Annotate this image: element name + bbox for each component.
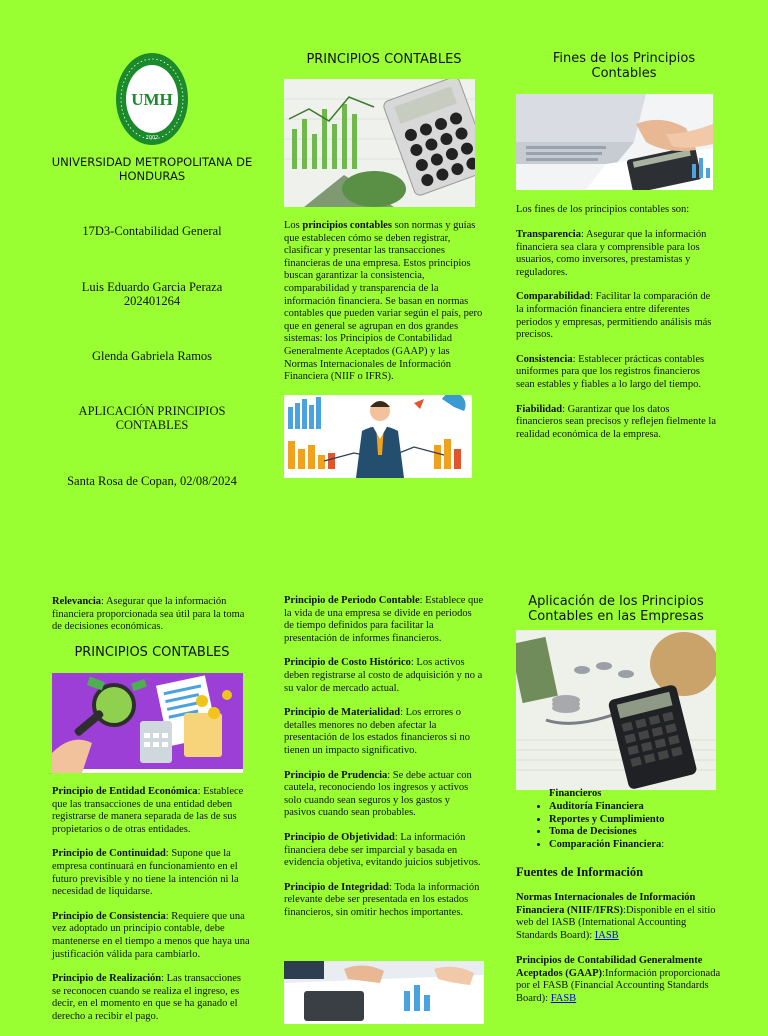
list-suffix: :: [661, 838, 665, 850]
relevancia-text: Relevancia: Asegurar que la información financiera proporcionada sea útil para la toma de decisiones económicas.: [52, 596, 245, 633]
logo-text: UMH: [131, 90, 173, 109]
principio-objetividad: Principio de Objetividad: La información financiera debe ser imparcial y basada en evidencia objetiva, evitando juicios subjetivos.: [284, 831, 481, 869]
list-item: • Auditoría Financiera: [549, 801, 716, 814]
student-name: Luis Eduardo Garcia Peraza: [81, 280, 223, 294]
principio-continuidad: Principio de Continuidad: Supone que la empresa continuará en funcionamiento en el futuro previsible y no tiene la intención ni la necesidad de liquidarse.: [52, 848, 239, 898]
section-heading-aplicacion: Aplicación de los Principios Contables en las Empresas: [528, 594, 704, 624]
principio-periodo: Principio de Periodo Contable: Establece que la vida de una empresa se divide en periodos de tiempo definidos para facilitar la presentación de informes financieros.: [284, 595, 484, 644]
iasb-link[interactable]: IASB: [594, 929, 619, 941]
magnifier-money-image: [52, 673, 243, 773]
fines-intro: Los fines de los principios contables son:: [516, 204, 690, 215]
principio-integridad: Principio de Integridad: Toda la información relevante debe ser presentada en los estados financieros, sin omitir hechos importantes.: [284, 881, 480, 918]
fin-transparencia: Transparencia: Asegurar que la información financiera sea clara y comprensible para los usuarios, como inversores, prestamistas y reguladores.: [516, 229, 707, 278]
list-item: • Reportes y Cumplimiento: [549, 814, 716, 827]
intro-rest: son normas y guías que establecen cómo se deben registrar, clasificar y presentar las transacciones financieras de una empresa. Estos principios buscan garantizar la consistencia, comparabilidad y transparencia de la información financiera. Se basan en normas contables que pueden variar según el país, pero que en general se agrupan en dos grandes sistemas: los Principios de Contabilidad Generalmente Aceptados (GAAP) y las Normas Internacionales de Información Financiera (NIIF o IFRS).: [284, 220, 483, 383]
university-name: UNIVERSIDAD METROPOLITANA DE HONDURAS: [51, 155, 253, 183]
intro-prefix: Los: [284, 220, 303, 231]
list-item: • Toma de Decisiones: [549, 826, 716, 839]
course-name: 17D3-Contabilidad General: [82, 224, 222, 238]
intro-principios-text: [284, 220, 484, 384]
office-hands-image: [284, 961, 484, 1024]
principio-prudencia: Principio de Prudencia: Se debe actuar con cautela, reconociendo los ingresos y activos solo cuando sean seguros y los gastos y pasivos cuando sean probables.: [284, 769, 472, 819]
calculator-charts-image: [284, 79, 475, 207]
principio-materialidad: Principio de Materialidad: Los errores o detalles menores no deben afectar la presentación de los estados financieros si no tienen un impacto significativo.: [284, 707, 471, 756]
intro-bold: principios contables: [302, 220, 392, 231]
place-date: Santa Rosa de Copan, 02/08/2024: [67, 474, 237, 488]
principio-consistencia: Principio de Consistencia: Requiere que una vez adoptado un principio contable, debe mantenerse en el tiempo a menos que haya una justificación válida para cambiarlo.: [52, 910, 250, 960]
principio-entidad: Principio de Entidad Económica: Establece que las transacciones de una entidad deben registrarse de manera separada de las de sus propietarios o de otras entidades.: [52, 786, 244, 835]
principios-list-1: [52, 786, 252, 1036]
section-heading-principios-2: PRINCIPIOS CONTABLES: [74, 645, 230, 660]
fin-fiabilidad: Fiabilidad: Garantizar que los datos financieros sean precisos y reflejen fielmente la realidad económica de la empresa.: [516, 403, 716, 440]
fin-consistencia: Consistencia: Establecer prácticas contables uniformes para que los registros financieros sean estables y fiables a lo largo del tiempo.: [516, 353, 705, 390]
fin-comparabilidad: Comparabilidad: Facilitar la comparación de la información financiera entre diferentes periodos y empresas, permitiendo análisis más precisos.: [516, 291, 712, 341]
list-item: • Comparación Financiera:: [549, 839, 716, 852]
fines-list: [516, 229, 718, 453]
assignment-title: APLICACIÓN PRINCIPIOS CONTABLES: [78, 404, 226, 432]
principio-costo-historico: Principio de Costo Histórico: Los activos deben registrarse al costo de adquisición y no a su valor de mercado actual.: [284, 657, 483, 694]
umh-logo: [115, 52, 189, 146]
partial-list-top: Financieros: [549, 788, 602, 799]
fuentes-heading: Fuentes de Información: [516, 865, 644, 879]
student-info: [48, 280, 256, 308]
businessman-chart-image: [284, 395, 472, 478]
principios-list-2: [284, 595, 484, 931]
teacher-name: Glenda Gabriela Ramos: [91, 349, 213, 363]
section-heading-principios: PRINCIPIOS CONTABLES: [306, 52, 462, 67]
coins-calculator-image: [516, 630, 716, 790]
fuente-gaap: Principios de Contabilidad Generalmente Aceptados (GAAP):Información proporcionada por el FASB (Financial Accounting Standards Board): FASB: [516, 955, 721, 1004]
logo-year: 2002: [145, 135, 159, 141]
student-id: 202401264: [123, 294, 181, 308]
fuente-niif: Normas Internacionales de Información Financiera (NIIF/IFRS):Disponible en el sitio web del IASB (International Accounting Standards Board): IASB: [516, 892, 716, 941]
fasb-link[interactable]: FASB: [550, 992, 577, 1004]
section-heading-fines: Fines de los Principios Contables: [552, 51, 696, 81]
laptop-calculator-image: [516, 94, 713, 190]
principio-realizacion: Principio de Realización: Las transacciones se reconocen cuando se realiza el ingreso, es decir, en el momento en que se ha ganado el derecho a recibir el pago.: [52, 973, 241, 1022]
aplicacion-list: [516, 801, 716, 851]
